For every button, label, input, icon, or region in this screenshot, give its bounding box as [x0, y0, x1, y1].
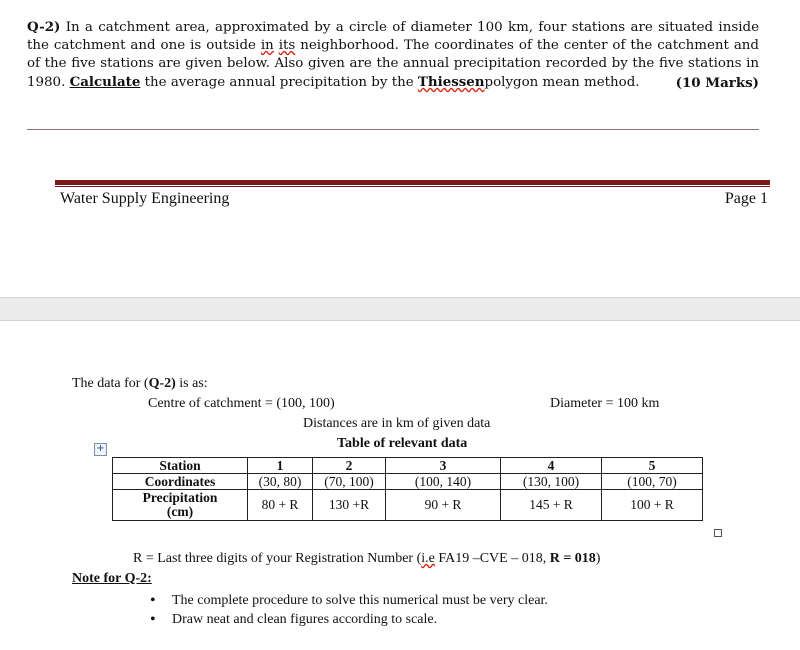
note-heading: Note for Q-2: [72, 571, 152, 586]
spellcheck-word-in: in [260, 38, 274, 53]
note-list [150, 591, 548, 629]
table-row-station [113, 458, 703, 474]
station-cell: 5 [602, 458, 703, 474]
registration-note: R = Last three digits of your Registration Number (i.e FA19 –CVE – 018, R = 018) [133, 551, 601, 566]
table-row-precipitation [113, 490, 703, 521]
question-divider [27, 129, 759, 130]
list-item: • The complete procedure to solve this numerical must be very clear. [150, 591, 548, 610]
station-cell: 3 [386, 458, 501, 474]
precipitation-cell: 145 + R [501, 490, 602, 521]
question-text: Q-2) In a catchment area, approximated by a circle of diameter 100 km, four stations are situated inside the catchment and one is outside in its neighborhood. The coordinates of the center of the catchment and of the five stations are given below. Also given are the annual precipitation recorded by the five stations in 1980. Calculate the average annual precipitation by the Thiessenpolygon mean method. [27, 19, 759, 90]
thiessen-word: Thiessen [417, 74, 485, 90]
question-block [27, 18, 759, 92]
table-resize-handle[interactable] [714, 529, 722, 537]
table-row-coordinates [113, 474, 703, 490]
data-intro: The data for (Q-2) is as: [72, 376, 208, 391]
station-data-table [112, 457, 703, 521]
coordinate-cell: (130, 100) [501, 474, 602, 490]
question-marks: (10 Marks) [675, 75, 759, 91]
precipitation-cell: 90 + R [386, 490, 501, 521]
station-cell: 2 [313, 458, 386, 474]
footer-page-number: Page 1 [724, 190, 768, 207]
precipitation-cell: 100 + R [602, 490, 703, 521]
page-break-gap [0, 297, 800, 321]
row-header-precipitation: Precipitation (cm) [113, 490, 248, 521]
station-cell: 4 [501, 458, 602, 474]
precipitation-cell: 130 +R [313, 490, 386, 521]
row-header-coordinates: Coordinates [113, 474, 248, 490]
row-header-station: Station [113, 458, 248, 474]
footer-rule-thin [55, 186, 770, 187]
footer-rule-thick [55, 180, 770, 185]
list-item: • Draw neat and clean figures according to scale. [150, 610, 548, 629]
calculate-word: Calculate [69, 74, 141, 90]
coordinate-cell: (70, 100) [313, 474, 386, 490]
table-title: Table of relevant data [337, 436, 468, 451]
coordinate-cell: (30, 80) [248, 474, 313, 490]
coordinate-cell: (100, 70) [602, 474, 703, 490]
catchment-diameter: Diameter = 100 km [550, 396, 660, 411]
table-move-handle-icon[interactable]: + [94, 443, 107, 456]
station-cell: 1 [248, 458, 313, 474]
distance-units-note: Distances are in km of given data [303, 416, 491, 431]
coordinate-cell: (100, 140) [386, 474, 501, 490]
catchment-centre: Centre of catchment = (100, 100) [148, 396, 335, 411]
question-number: Q-2) [27, 19, 61, 35]
spellcheck-word-its: its [278, 38, 296, 53]
precipitation-cell: 80 + R [248, 490, 313, 521]
footer-course-title: Water Supply Engineering [60, 190, 230, 207]
